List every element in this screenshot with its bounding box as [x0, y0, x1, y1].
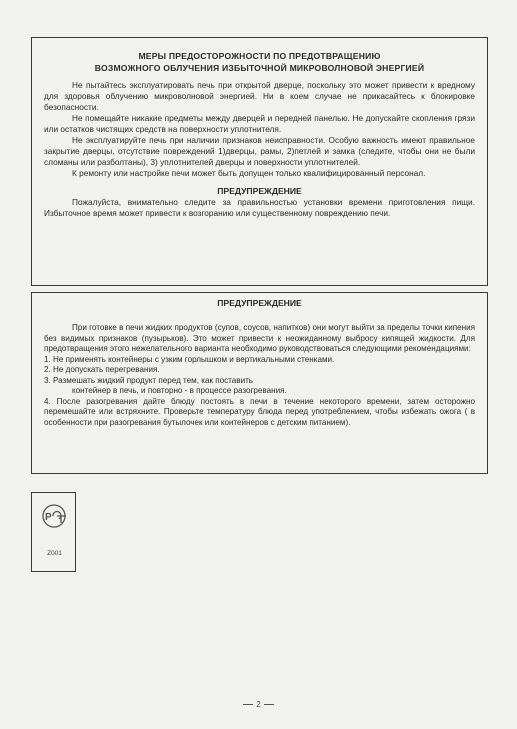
precaution-paragraph-1: Не пытайтесь эксплуатировать печь при открытой дверце, поскольку это может привести к вредному для здоровья облучению микроволновой энергией. Ни в коем случае не прикасайтесь к блокировке безопасности.	[44, 80, 475, 112]
precaution-paragraph-3: Не эксплуатируйте печь при наличии признаков неисправности. Особую важность имеют правильное закрытие дверцы, отсутствие повреждений 1)дверцы, рамы, 2)петлей и замка (следите, чтобы они не были сломаны или разболтаны), 3) уплотнителей дверцы и поверхности уплотнителей.	[44, 135, 475, 167]
section-title-line1: МЕРЫ ПРЕДОСТОРОЖНОСТИ ПО ПРЕДОТВРАЩЕНИЮ	[138, 51, 381, 61]
recommendation-item-1: 1. Не применять контейнеры с узким горлышком и вертикальными стенками.	[44, 354, 335, 364]
warning-intro: При готовке в печи жидких продуктов (супов, соусов, напитков) они могут выйти за пределы точки кипения без видимых признаков (пузырьков). Это может привести к неожиданному выбросу кипящей жидкости. Для предотвращения этого нежелательного варианта необходимо руководствоваться следующими рекомендациями:	[44, 323, 475, 353]
microwave-precautions-section	[31, 37, 488, 286]
recommendation-item-3-line2: контейнер в печь, и повторно - в процессе разогревания.	[72, 386, 287, 395]
precaution-paragraph-4: К ремонту или настройке печи может быть допущен только квалифицированный персонал.	[72, 168, 426, 178]
rst-conformity-mark-icon	[41, 503, 69, 529]
page-number	[0, 700, 517, 709]
liquid-heating-warning-section	[31, 292, 488, 474]
certification-box	[31, 492, 76, 572]
warning-text: Пожалуйста, внимательно следите за правильностью установки времени приготовления пищи. Избыточное время может привести к возгоранию или существенному повреждению печи.	[44, 197, 475, 218]
section-title-line2: ВОЗМОЖНОГО ОБЛУЧЕНИЯ ИЗБЫТОЧНОЙ МИКРОВОЛНОВОЙ ЭНЕРГИЕЙ	[94, 63, 425, 73]
page-number-dash-right	[264, 704, 274, 705]
page-number-dash-left	[243, 704, 253, 705]
recommendation-item-2: 2. Не допускать перегревания.	[44, 365, 160, 374]
svg-text:P: P	[45, 512, 52, 523]
recommendation-item-4: 4. После разогревания дайте блюду постоять в печи в течение некоторого времени, затем осторожно перемешайте или встряхните. Проверьте температуру блюда перед употреблением, чтобы избежать ожога ( в особенности при разогревания бутылочек или контейнеров с детским питанием).	[44, 396, 475, 427]
recommendation-item-3-line1: 3. Размешать жидкий продукт перед тем, как поставить	[44, 375, 254, 385]
certification-code: Z001	[47, 550, 62, 557]
page-number-value: 2	[256, 700, 261, 709]
warning-title-2: ПРЕДУПРЕЖДЕНИЕ	[217, 298, 302, 308]
precaution-paragraph-2: Не помещайте никакие предметы между дверцей и передней панелью. Не допускайте скопления грязи или остатков чистящих средств на поверхности уплотнителя.	[44, 113, 475, 134]
warning-title: ПРЕДУПРЕЖДЕНИЕ	[217, 186, 302, 196]
